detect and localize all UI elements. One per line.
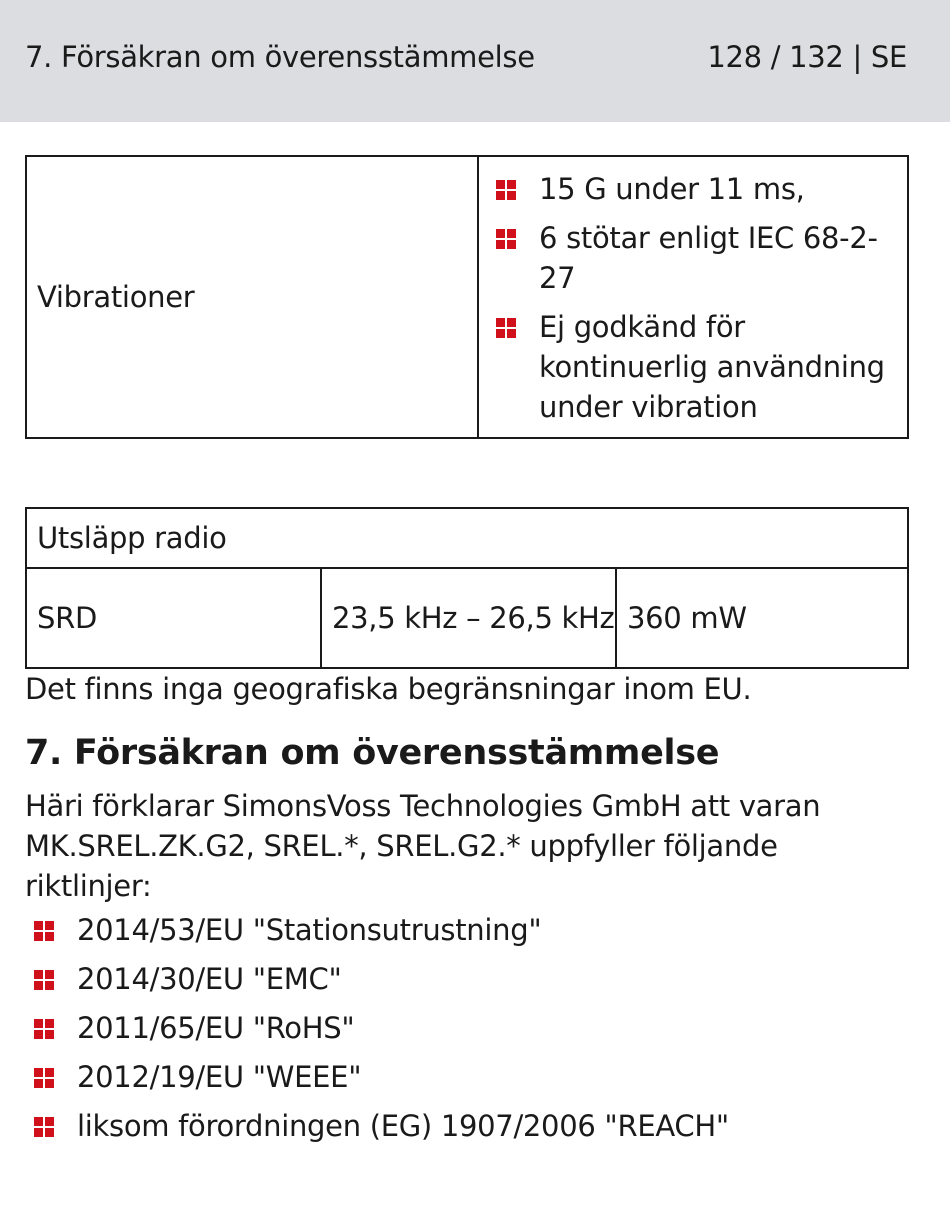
vibration-table (25, 155, 909, 439)
geographic-note: Det finns inga geografiska begränsningar inom EU. (25, 672, 752, 706)
red-square-bullet-icon (34, 1068, 54, 1088)
directive-text: 2014/53/EU "Stationsutrustning" (77, 913, 542, 947)
vibration-values (478, 156, 908, 438)
red-square-bullet-icon (34, 1117, 54, 1137)
list-item (32, 1008, 912, 1048)
directive-text: 2012/19/EU "WEEE" (77, 1060, 362, 1094)
red-square-bullet-icon (496, 180, 516, 200)
list-item (32, 959, 912, 999)
declaration-paragraph: Häri förklarar SimonsVoss Technologies GmbH att varan MK.SREL.ZK.G2, SREL.*, SREL.G2.* uppfyller följande riktlinjer: (25, 789, 821, 903)
radio-power-cell: 360 mW (616, 568, 908, 668)
list-item (494, 307, 897, 427)
vibration-item-text: Ej godkänd för kontinuerlig användning under vibration (539, 310, 885, 424)
radio-emission-table (25, 507, 909, 669)
radio-frequency-cell: 23,5 kHz – 26,5 kHz (321, 568, 616, 668)
page-header (0, 0, 950, 122)
directive-text: 2014/30/EU "EMC" (77, 962, 342, 996)
list-item (32, 1057, 912, 1097)
red-square-bullet-icon (496, 229, 516, 249)
red-square-bullet-icon (34, 1019, 54, 1039)
list-item (494, 169, 897, 209)
vibration-list (494, 169, 897, 427)
table-row (26, 568, 908, 668)
vibration-label: Vibrationer (26, 156, 478, 438)
directive-text: liksom förordningen (EG) 1907/2006 "REACH" (77, 1109, 729, 1143)
vibration-row (26, 156, 908, 438)
list-item (494, 218, 897, 298)
directive-text: 2011/65/EU "RoHS" (77, 1011, 355, 1045)
radio-table-header: Utsläpp radio (26, 508, 908, 568)
vibration-item-text: 15 G under 11 ms, (539, 172, 805, 206)
red-square-bullet-icon (34, 970, 54, 990)
directive-list (32, 910, 912, 1146)
red-square-bullet-icon (34, 921, 54, 941)
radio-table-header-row (26, 508, 908, 568)
header-section-title: 7. Försäkran om överensstämmelse (25, 40, 535, 74)
list-item (32, 910, 912, 950)
red-square-bullet-icon (496, 318, 516, 338)
section-heading: 7. Försäkran om överensstämmelse (25, 733, 720, 773)
vibration-item-text: 6 stötar enligt IEC 68-2-27 (539, 221, 878, 295)
list-item (32, 1106, 912, 1146)
radio-type-cell: SRD (26, 568, 321, 668)
header-page-info: 128 / 132 | SE (707, 40, 907, 74)
